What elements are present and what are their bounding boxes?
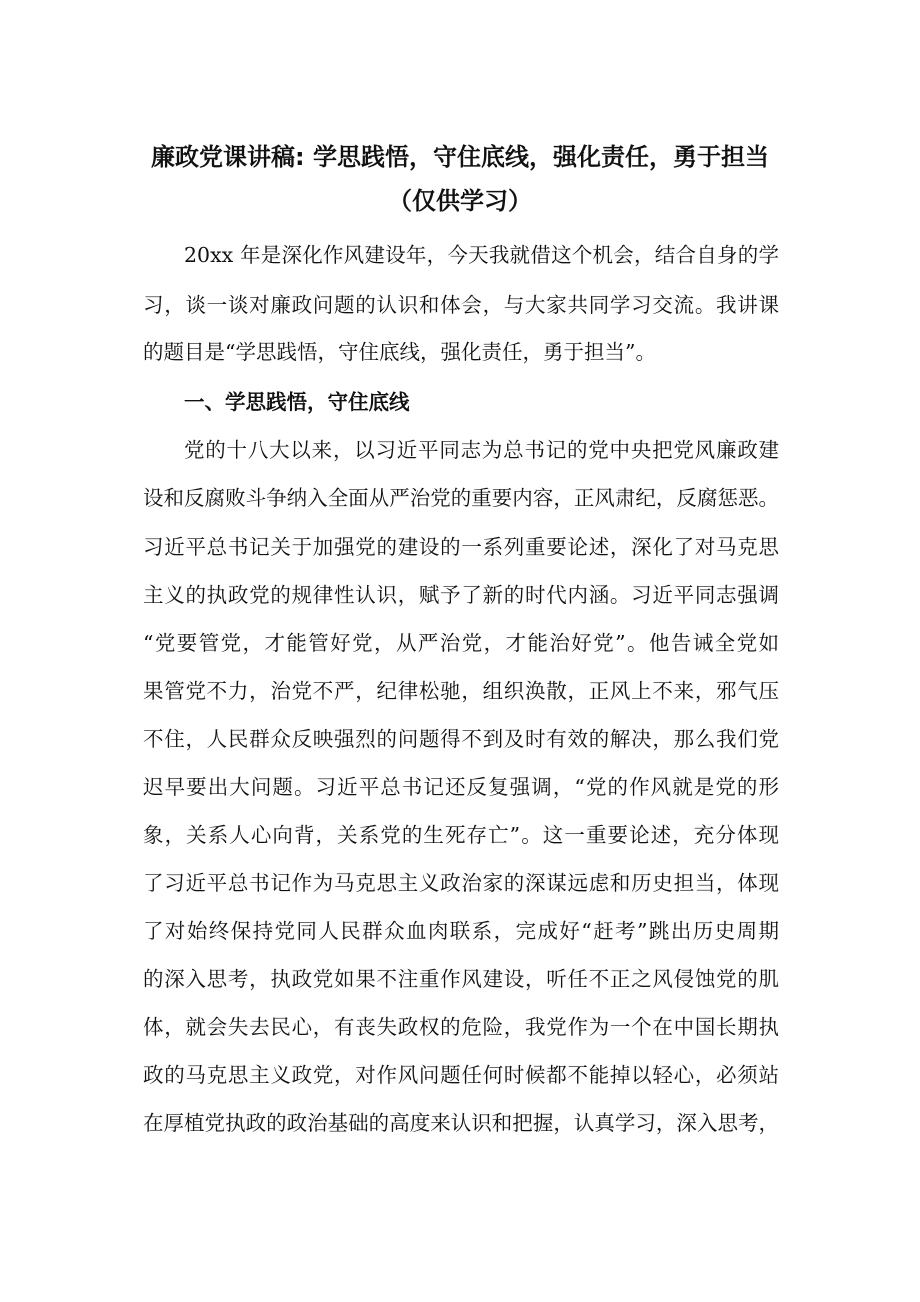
body-line: 的深入思考，执政党如果不注重作风建设，听任不正之风侵蚀党的肌 bbox=[143, 967, 779, 991]
body-line: 在厚植党执政的政治基础的高度来认识和把握，认真学习，深入思考， bbox=[143, 1111, 779, 1135]
body-line: 主义的执政党的规律性认识，赋予了新的时代内涵。习近平同志强调 bbox=[143, 583, 779, 607]
intro-line: 的题目是“学思践悟，守住底线，强化责任，勇于担当”。 bbox=[143, 340, 656, 364]
intro-line: 20xx 年是深化作风建设年，今天我就借这个机会，结合自身的学 bbox=[184, 243, 779, 267]
document-subtitle: （仅供学习） bbox=[388, 187, 532, 215]
body-line: 不住，人民群众反映强烈的问题得不到及时有效的解决，那么我们党 bbox=[143, 727, 779, 751]
body-line: 习近平总书记关于加强党的建设的一系列重要论述，深化了对马克思 bbox=[143, 535, 779, 559]
section-heading: 一、学思践悟，守住底线 bbox=[184, 390, 410, 414]
body-line: “党要管党，才能管好党，从严治党，才能治好党”。他告诫全党如 bbox=[143, 631, 779, 655]
body-line: 设和反腐败斗争纳入全面从严治党的重要内容，正风肃纪，反腐惩恶。 bbox=[143, 486, 779, 510]
document-title: 廉政党课讲稿: 学思践悟，守住底线，强化责任，勇于担当 bbox=[151, 143, 769, 171]
body-line: 了习近平总书记作为马克思主义政治家的深谋远虑和历史担当，体现 bbox=[143, 871, 779, 895]
body-line: 体，就会失去民心，有丧失政权的危险，我党作为一个在中国长期执 bbox=[143, 1015, 779, 1039]
body-line: 政的马克思主义政党，对作风问题任何时候都不能掉以轻心，必须站 bbox=[143, 1063, 779, 1087]
body-line: 了对始终保持党同人民群众血肉联系，完成好“赶考”跳出历史周期 bbox=[143, 919, 779, 943]
intro-line: 习，谈一谈对廉政问题的认识和体会，与大家共同学习交流。我讲课 bbox=[143, 293, 779, 317]
body-line: 迟早要出大问题。习近平总书记还反复强调，“党的作风就是党的形 bbox=[143, 775, 779, 799]
body-line: 象，关系人心向背，关系党的生死存亡”。这一重要论述，充分体现 bbox=[143, 823, 779, 847]
body-line: 党的十八大以来，以习近平同志为总书记的党中央把党风廉政建 bbox=[184, 438, 779, 462]
body-line: 果管党不力，治党不严，纪律松驰，组织涣散，正风上不来，邪气压 bbox=[143, 679, 779, 703]
